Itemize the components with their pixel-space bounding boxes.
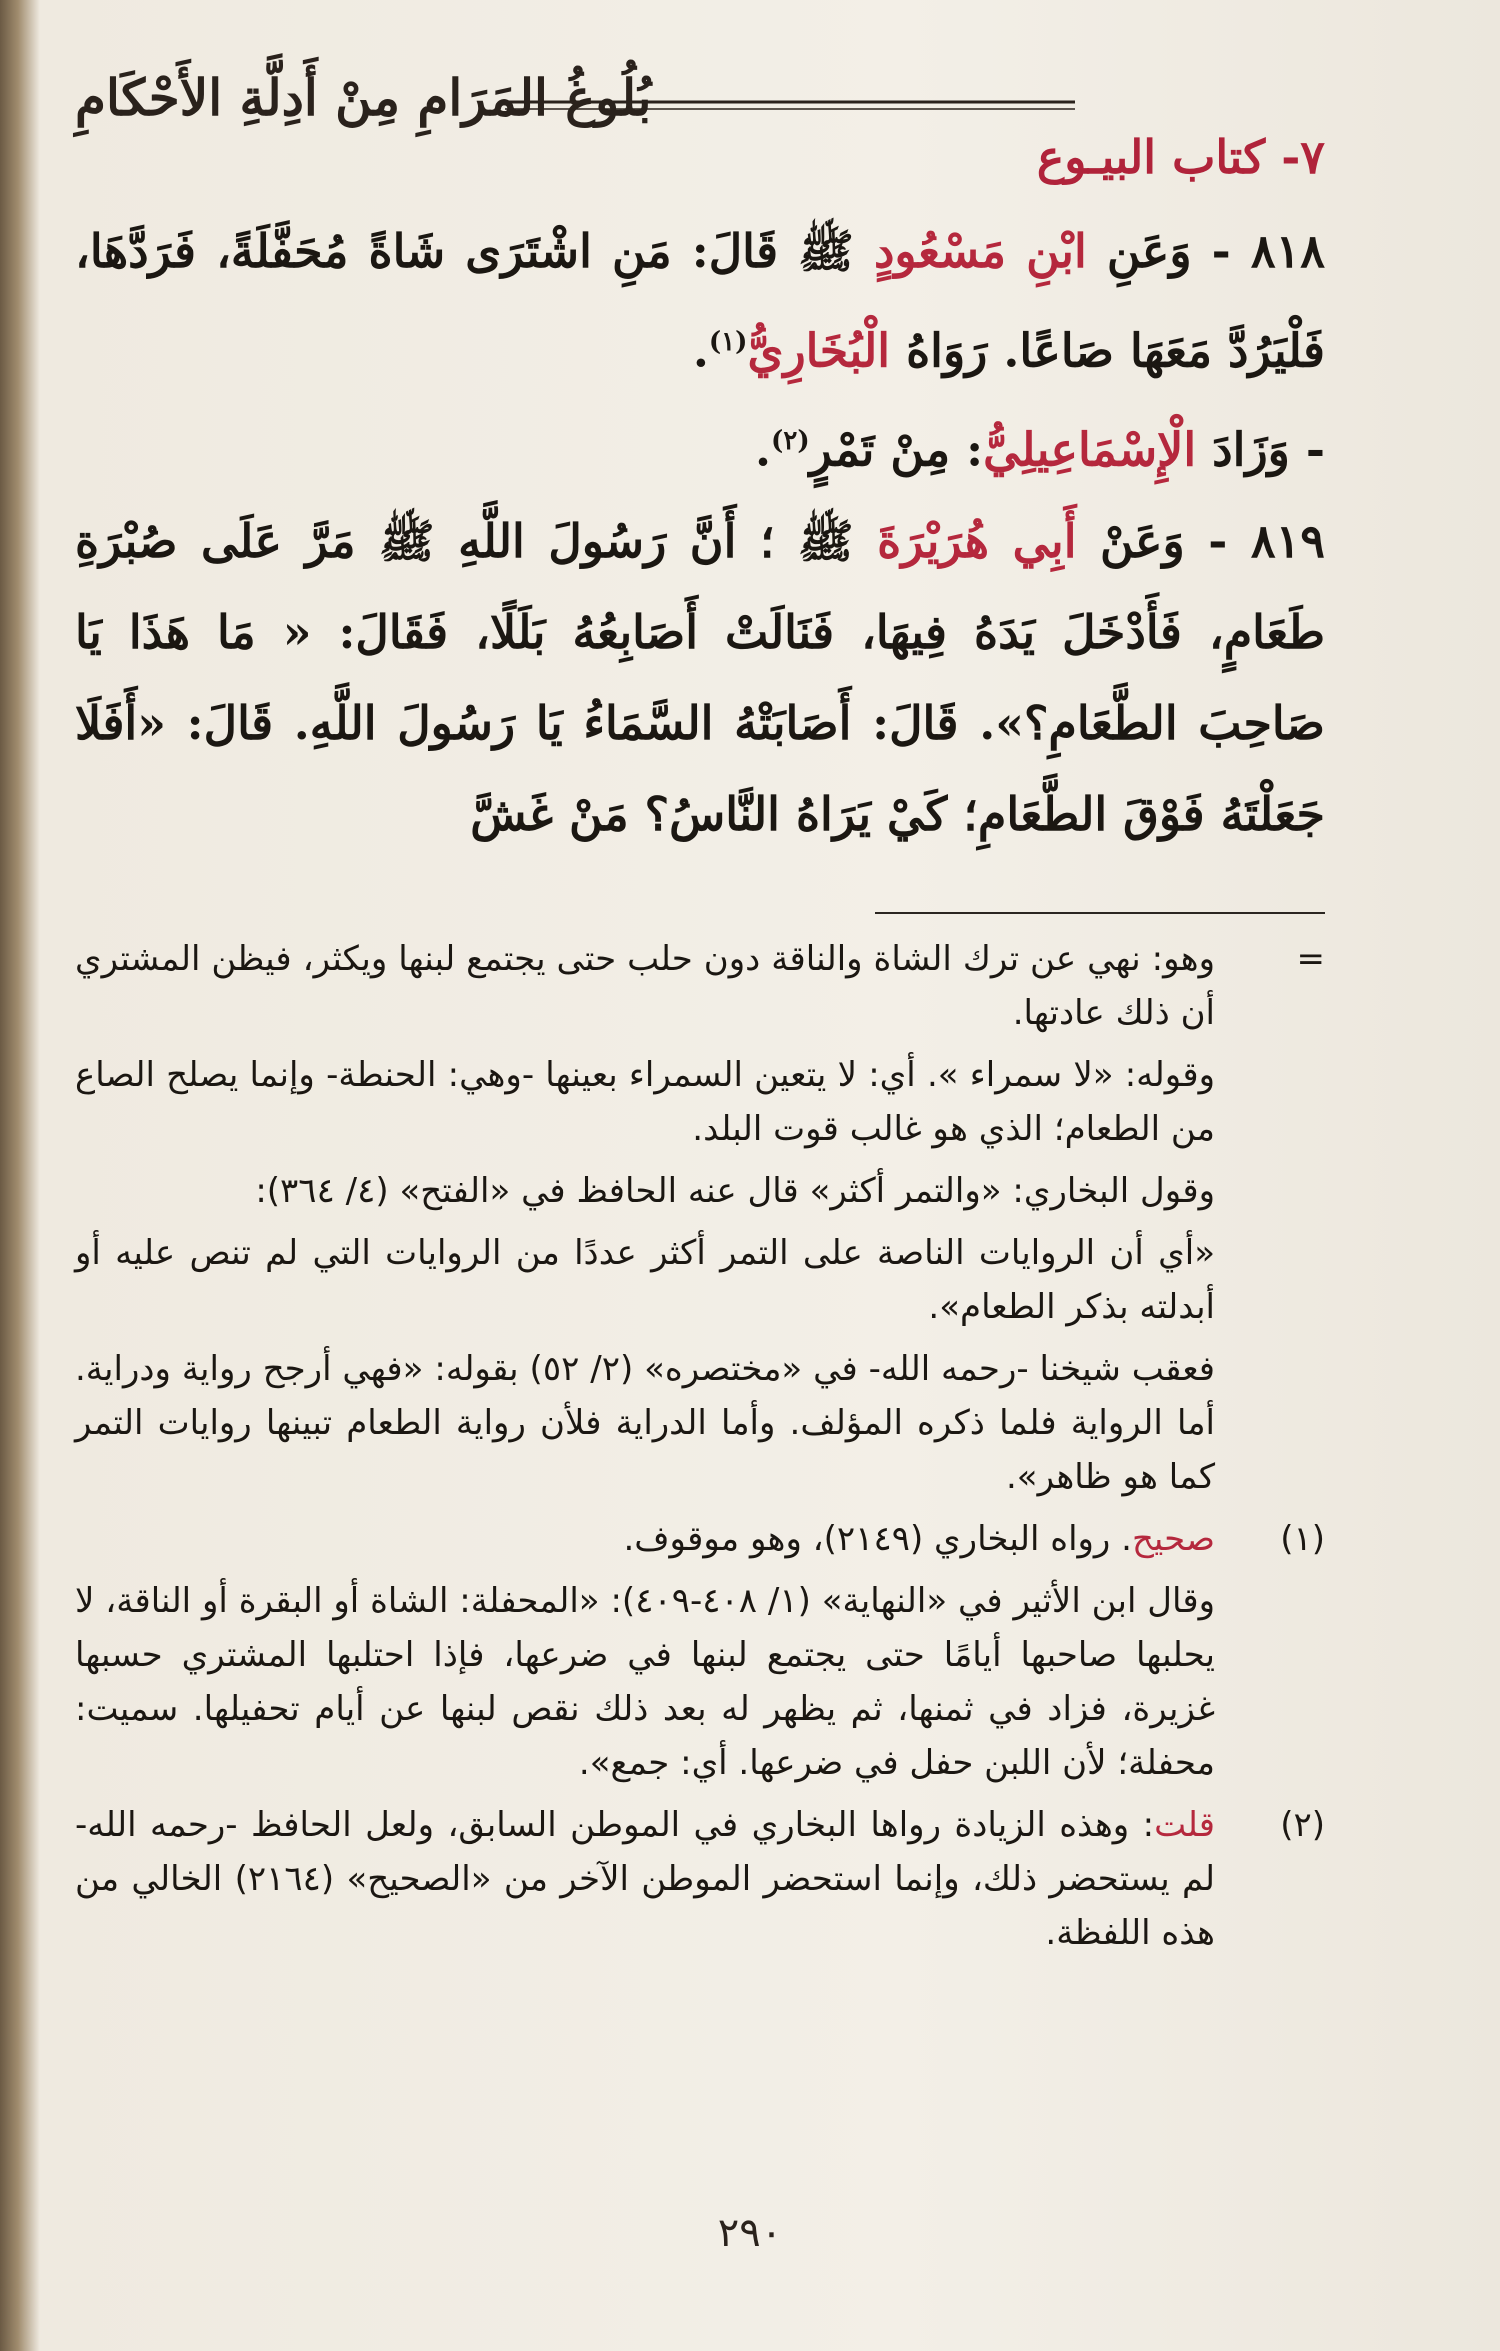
footnote-ref-2: (٢) (771, 426, 810, 457)
hadith-818-number: ٨١٨ - (1191, 224, 1325, 278)
book-title: بُلُوغُ المَرَامِ مِنْ أَدِلَّةِ الأَحْكَامِ (75, 68, 652, 127)
footnote-ref-1: (١) (708, 327, 748, 357)
hadith-818-end: . (692, 323, 709, 378)
hadith-819-narrator: أَبِي هُرَيْرَةَ (877, 513, 1077, 568)
hadith-818-text: ﷺ قَالَ: مَنِ اشْتَرَى شَاةً مُحَفَّلَةً، فَرَدَّهَا، فَلْيَرُدَّ مَعَهَا صَاعًا. رَوَاهُ (75, 224, 1325, 378)
footnote-1 (75, 1512, 1325, 1798)
footnote-2-line (75, 1798, 1215, 1960)
chapter-title: ٧- كتاب البيـوع (1036, 130, 1325, 184)
footnote-2 (75, 1798, 1325, 1968)
continued-note (75, 932, 1325, 1512)
footnote-2-number: (٢) (1280, 1804, 1325, 1845)
footnotes (75, 932, 1325, 1968)
addition-narrator: الْإِسْمَاعِيلِيُّ (983, 422, 1197, 477)
addition-prefix: - وَزَادَ (1196, 422, 1325, 477)
qultu-label: قلت (1154, 1804, 1215, 1845)
hadith-819-number: ٨١٩ - (1184, 513, 1325, 568)
header-rule (505, 96, 1075, 176)
note-paragraph: وقوله: «لا سمراء ». أي: لا يتعين السمراء بعينها -وهي: الحنطة- وإنما يصلح الصاع من الطعام؛ الذي هو غالب قوت البلد. (75, 1054, 1215, 1149)
hadith-819 (75, 496, 1325, 860)
footnote-1-number: (١) (1280, 1518, 1325, 1559)
hadith-section (75, 206, 1325, 860)
addition-end: . (755, 422, 772, 477)
page-content (75, 60, 1325, 1968)
note-paragraph: وقول البخاري: «والتمر أكثر» قال عنه الحافظ في «الفتح» (٤/ ٣٦٤): (255, 1170, 1215, 1211)
hadith-818-narrator: ابْنِ مَسْعُودٍ (873, 224, 1087, 278)
footnote-1-more: وقال ابن الأثير في «النهاية» (١/ ٤٠٨-٤٠٩): «المحفلة: الشاة أو البقرة أو الناقة، لا يحلبها صاحبها أيامًا حتى يجتمع لبنها في ضرعها، فإذا احتلبها المشتري حسبها غزيرة، فزاد في ثمنها، ثم يظهر له بعد ذلك نقص لبنها عن أيام تحفيلها. سميت: محفلة؛ لأن اللبن حفل في ضرعها. أي: جمع». (75, 1580, 1215, 1783)
hadith-818 (75, 206, 1325, 396)
footnote-1-line (75, 1512, 1215, 1566)
page-header (75, 60, 1325, 200)
hadith-818-addition (75, 396, 1325, 495)
hadith-819-text: ﷺ ؛ أَنَّ رَسُولَ اللَّهِ ﷺ مَرَّ عَلَى صُبْرَةِ طَعَامٍ، فَأَدْخَلَ يَدَهُ فِيهَا، فَنَالَتْ أَصَابِعُهُ بَلَلًا، فَقَالَ: « مَا هَذَا يَا صَاحِبَ الطَّعَامِ؟». قَالَ: أَصَابَتْهُ السَّمَاءُ يَا رَسُولَ اللَّهِ. قَالَ: «أَفَلَا جَعَلْتَهُ فَوْقَ الطَّعَامِ؛ كَيْ يَرَاهُ النَّاسُ؟ مَنْ غَشَّ (75, 513, 1325, 841)
footnote-separator (875, 912, 1325, 914)
hadith-818-intro: وَعَنِ (1086, 224, 1192, 278)
continuation-mark: = (1296, 938, 1325, 979)
note-paragraph: «أي أن الروايات الناصة على التمر أكثر عددًا من الروايات التي لم تنص عليه أو أبدلته بذكر الطعام». (75, 1232, 1215, 1327)
page-number: ٢٩٠ (717, 2210, 783, 2256)
footnote-2-text: : وهذه الزيادة رواها البخاري في الموطن السابق، ولعل الحافظ -رحمه الله- لم يستحضر ذلك، وإنما استحضر الموطن الآخر من «الصحيح» (٢١٦٤) الخالي من هذه اللفظة. (75, 1804, 1215, 1953)
note-paragraph: وهو: نهي عن ترك الشاة والناقة دون حلب حتى يجتمع لبنها ويكثر، فيظن المشتري أن ذلك عادتها. (75, 938, 1215, 1033)
note-paragraph: فعقب شيخنا -رحمه الله- في «مختصره» (٢/ ٥٢) بقوله: «فهي أرجح رواية ودراية. أما الرواية فلما ذكره المؤلف. وأما الدراية فلأن رواية الطعام تبينها روايات التمر كما هو ظاهر». (75, 1348, 1215, 1497)
grade-label: صحيح (1131, 1518, 1215, 1559)
footnote-1-text: . رواه البخاري (٢١٤٩)، وهو موقوف. (623, 1518, 1132, 1559)
addition-text: : مِنْ تَمْرٍ (809, 422, 984, 477)
hadith-819-intro: وَعَنْ (1076, 513, 1185, 568)
hadith-818-source: الْبُخَارِيُّ (747, 323, 891, 378)
